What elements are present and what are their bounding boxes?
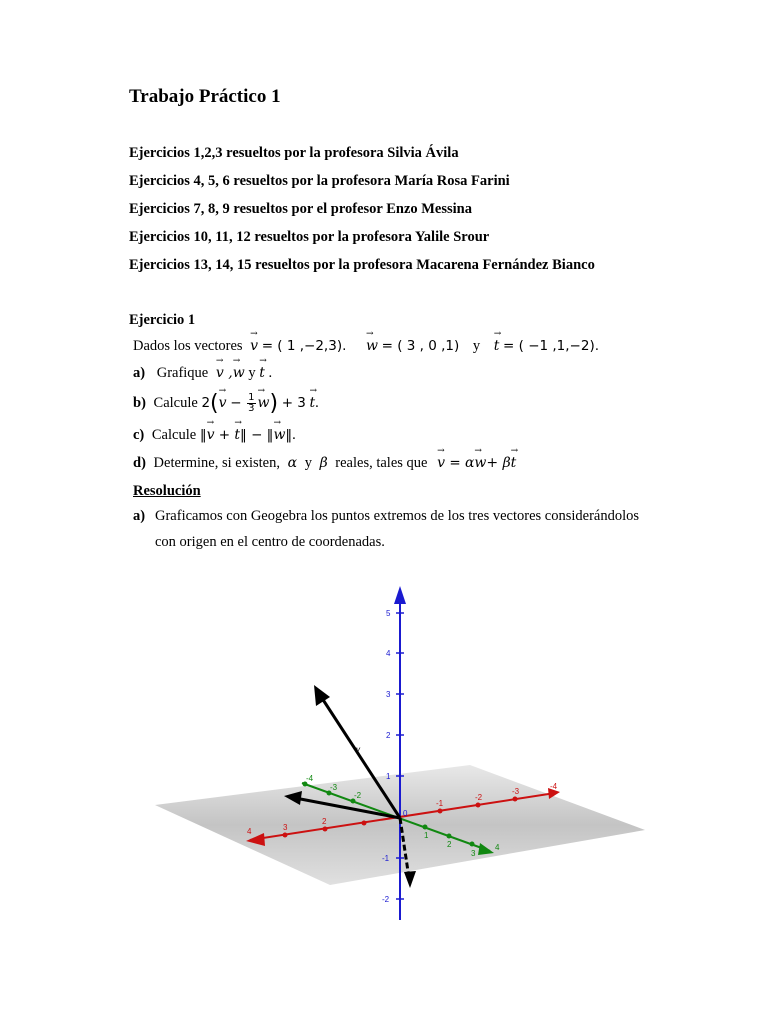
z-tick-3: 3 (386, 690, 391, 699)
v-definition: = ( 1 ,−2,3). (261, 338, 347, 354)
t-definition: = ( −1 ,1,−2). (503, 338, 600, 354)
z-tick-m1: -1 (382, 854, 390, 863)
w-definition: = ( 3 , 0 ,1) (381, 338, 460, 354)
vector-t-symbol: → t (494, 338, 500, 354)
vector-w-symbol: → w (366, 338, 378, 354)
credit-line-3: Ejercicios 7, 8, 9 resueltos por el profesor Enzo Messina (129, 201, 473, 217)
b-denominator: 3 (248, 403, 255, 414)
y-tick-4: 4 (495, 843, 500, 852)
item-b: b) Calcule 2(→ v − $\frac{1}{3}$ → w) + 3 → t. (133, 391, 319, 416)
item-a-and: y (248, 365, 256, 381)
y-tick-1: 1 (424, 831, 429, 840)
x-tick-m1: -1 (436, 799, 444, 808)
origin-label: 0 (403, 809, 408, 818)
item-b-label: b) (133, 394, 146, 411)
z-tick-1: 1 (386, 772, 391, 781)
b-plus: + 3 (281, 394, 306, 411)
vector-v-symbol: → v (250, 338, 258, 354)
x-tick-2: 2 (322, 817, 327, 826)
z-axis-arrow (394, 586, 406, 604)
item-c-label: c) (133, 427, 145, 443)
credit-line-2: Ejercicios 4, 5, 6 resueltos por la profesora María Rosa Farini (129, 173, 510, 189)
vector-v-label: v (356, 745, 360, 754)
resolution-a-marker: a) (133, 508, 146, 524)
item-a: a) Grafique → v ,→ w y → t . (133, 365, 272, 382)
b-two: 2 (201, 394, 211, 411)
alpha-symbol: α (287, 455, 298, 471)
item-d-label: d) (133, 455, 146, 471)
y-tick-m3: -3 (330, 783, 338, 792)
item-a-label: a) (133, 365, 146, 381)
beta-symbol: β (319, 455, 328, 471)
exercise-title: Ejercicio 1 (129, 312, 196, 328)
b-minus: − (230, 394, 242, 411)
item-c-text: Calcule (151, 427, 197, 443)
z-tick-4: 4 (386, 649, 391, 658)
b-numerator: 1 (248, 392, 255, 403)
x-tick-m3: -3 (512, 787, 520, 796)
item-d-and: y (304, 455, 312, 471)
resolution-a-line2: con origen en el centro de coordenadas. (155, 534, 385, 550)
credit-line-4: Ejercicios 10, 11, 12 resueltos por la profesora Yalile Srour (129, 229, 490, 245)
x-tick-m2: -2 (475, 793, 483, 802)
vector-t-arrowhead (404, 871, 416, 888)
item-d-tail: reales, tales que (335, 455, 428, 471)
item-d-text: Determine, si existen, (153, 455, 280, 471)
y-tick-2: 2 (447, 840, 452, 849)
intro-text: Dados los vectores (133, 338, 243, 354)
item-d: d) Determine, si existen, α y β reales, tales que → v = α→ w+ β→ t (133, 455, 516, 472)
x-tick-m4: -4 (550, 782, 558, 791)
credit-line-5: Ejercicios 13, 14, 15 resueltos por la profesora Macarena Fernández Bianco (129, 257, 595, 273)
item-a-text: Grafique (156, 365, 209, 381)
y-tick-3: 3 (471, 849, 476, 858)
z-tick-5: 5 (386, 609, 391, 618)
and-word: y (472, 338, 481, 354)
page-title: Trabajo Práctico 1 (129, 86, 281, 107)
z-tick-m2: -2 (382, 895, 390, 904)
y-tick-m2: -2 (354, 791, 362, 800)
vector-v-arrowhead (314, 685, 330, 706)
item-b-text: Calcule (153, 394, 198, 411)
x-tick-3: 3 (283, 823, 288, 832)
y-tick-m4: -4 (306, 774, 314, 783)
resolution-heading: Resolución (133, 483, 201, 499)
resolution-a-line1: Graficamos con Geogebra los puntos extremos de los tres vectores considerándolos (155, 508, 640, 524)
item-c: c) Calcule ‖→ v + → t‖ − ‖→ w‖. (133, 427, 296, 444)
x-tick-4: 4 (247, 827, 252, 836)
z-tick-2: 2 (386, 731, 391, 740)
credit-line-1: Ejercicios 1,2,3 resueltos por la profesora Silvia Ávila (129, 145, 459, 161)
